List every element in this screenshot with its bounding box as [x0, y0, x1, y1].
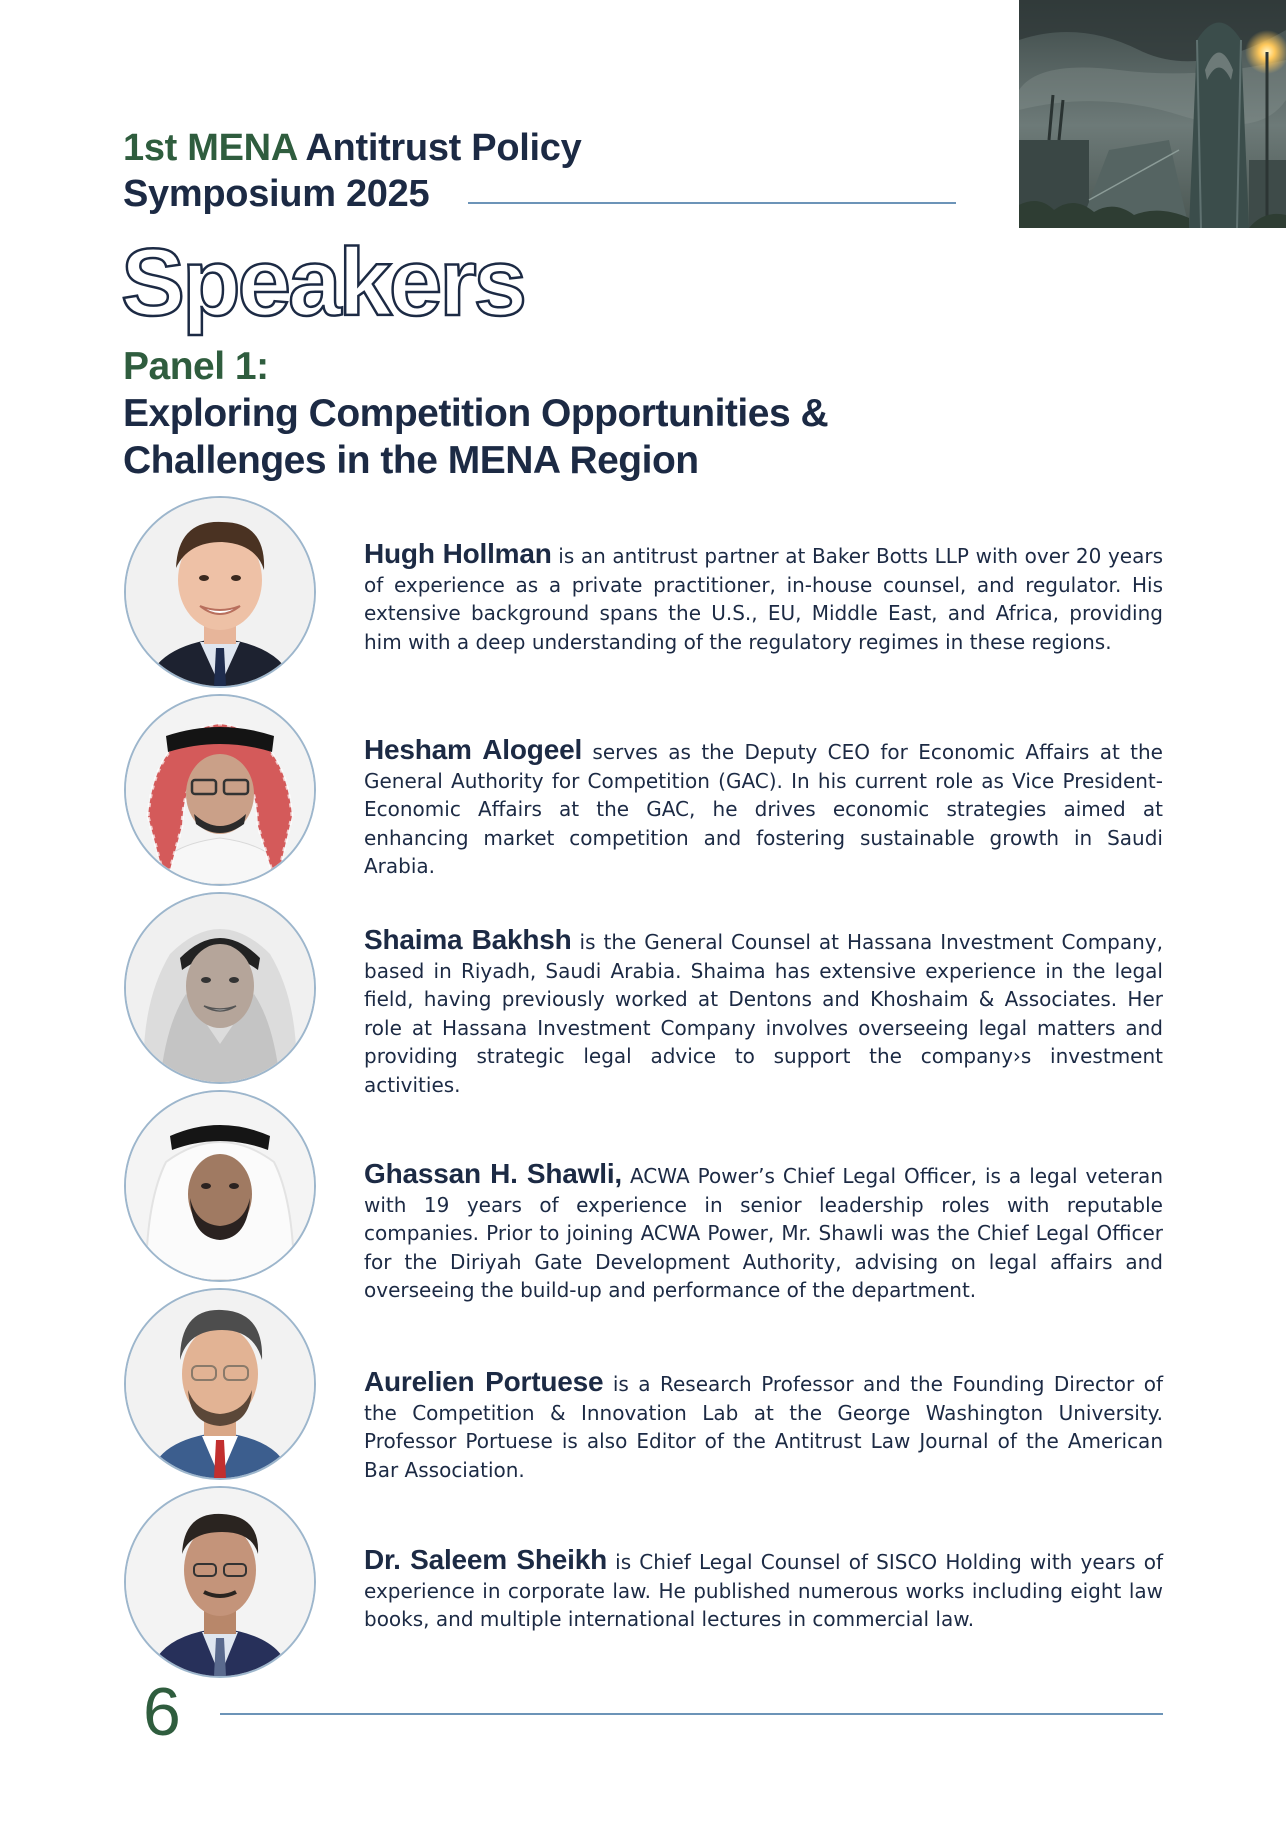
speaker-bio: [364, 736, 1163, 881]
section-title: Speakers: [121, 229, 524, 336]
footer-divider: [220, 1713, 1163, 1715]
speaker-name: Dr. Saleem Sheikh: [364, 1544, 607, 1575]
speaker-bio: [364, 1160, 1163, 1305]
speaker-name: Hugh Hollman: [364, 538, 552, 569]
speaker-photo: [124, 1486, 316, 1678]
event-title-line2: Symposium 2025: [123, 173, 430, 215]
speaker-bio-text: is a Research Professor and the Founding Director of the Competition & Innovation Lab at the George Washington University. Professor Portuese is also Editor of the Antitrust Law Journal of the American Bar Association.: [364, 1372, 1163, 1482]
speaker-bio-text: is an antitrust partner at Baker Botts LLP with over 20 years of experience as a private practitioner, in-house counsel, and regulator. His extensive background spans the U.S., EU, Middle East, and Africa, providing him with a deep understanding of the regulatory regimes in these regions.: [364, 544, 1163, 654]
event-title-rest: Antitrust Policy: [296, 127, 582, 169]
speaker-photo: [124, 496, 316, 688]
speaker-name: Ghassan H. Shawli,: [364, 1158, 622, 1189]
speaker-bio: [364, 1546, 1163, 1634]
panel-title: Exploring Competition Opportunities & Challenges in the MENA Region: [123, 392, 829, 482]
page-number: 6: [143, 1674, 181, 1750]
speaker-bio-text: is the General Counsel at Hassana Investment Company, based in Riyadh, Saudi Arabia. Shaima has extensive experience in the legal field, having previously worked at Dentons and Khoshaim & Associates. Her role at Hassana Investment Company involves overseeing legal matters and providing strategic legal advice to support the company›s investment activities.: [364, 930, 1163, 1097]
speaker-bio-text: is Chief Legal Counsel of SISCO Holding with years of experience in corporate law. He published numerous works including eight law books, and multiple international lectures in commercial law.: [364, 1550, 1163, 1631]
speaker-bio-text: ACWA Power’s Chief Legal Officer, is a legal veteran with 19 years of experience in senior leadership roles with reputable companies. Prior to joining ACWA Power, Mr. Shawli was the Chief Legal Officer for the Diriyah Gate Development Authority, advising on legal affairs and overseeing the build-up and performance of the department.: [364, 1164, 1163, 1302]
speaker-name: Hesham Alogeel: [364, 734, 583, 765]
speaker-bio: [364, 926, 1163, 1099]
event-title-accent: 1st MENA: [123, 127, 297, 169]
panel-label: Panel 1:: [123, 345, 269, 388]
speaker-name: Aurelien Portuese: [364, 1366, 604, 1397]
riyadh-skyline-image: [1019, 0, 1286, 228]
speaker-bio: [364, 540, 1163, 656]
speaker-name: Shaima Bakhsh: [364, 924, 572, 955]
speaker-photo: [124, 892, 316, 1084]
speaker-photo: [124, 694, 316, 886]
speaker-bio: [364, 1368, 1163, 1484]
header-divider: [468, 202, 956, 204]
speaker-bio-text: serves as the Deputy CEO for Economic Affairs at the General Authority for Competition (GAC). In his current role as Vice President-Economic Affairs at the GAC, he drives economic strategies aimed at enhancing market competition and fostering sustainable growth in Saudi Arabia.: [364, 740, 1163, 878]
speaker-photo: [124, 1288, 316, 1480]
speaker-photo: [124, 1090, 316, 1282]
